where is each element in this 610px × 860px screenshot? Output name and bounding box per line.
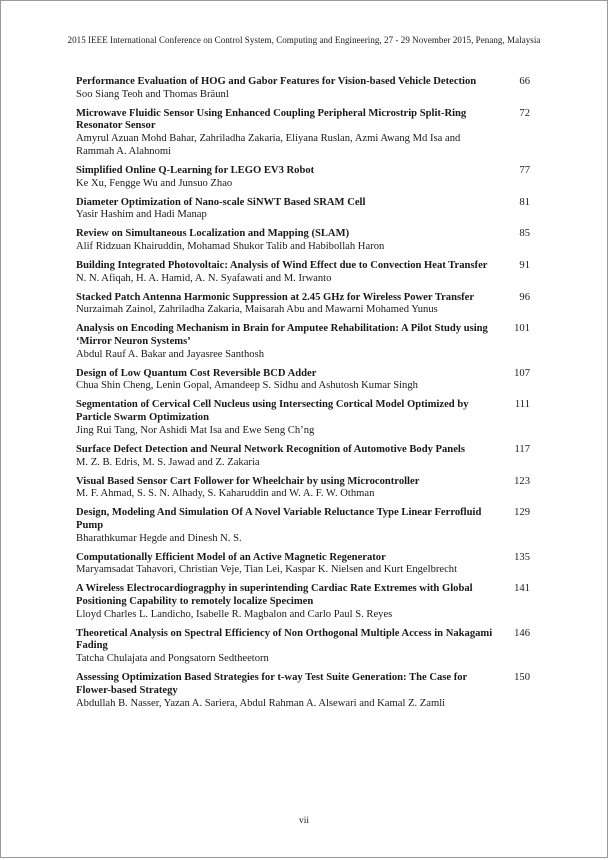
toc-entry[interactable]: [76, 444, 536, 469]
paper-title: Review on Simultaneous Localization and Mapping (SLAM): [76, 228, 350, 240]
toc-entry[interactable]: [76, 399, 536, 437]
paper-authors: Tatcha Chulajata and Pongsatorn Sedtheetorn: [76, 653, 269, 665]
running-header: 2015 IEEE International Conference on Control System, Computing and Engineering, 27 - 29 November 2015, Penang, Malaysia: [67, 35, 541, 45]
paper-title: Theoretical Analysis on Spectral Efficiency of Non Orthogonal Multiple Access in Nakagami Fading: [76, 627, 493, 652]
paper-title: Segmentation of Cervical Cell Nucleus using Intersecting Cortical Model Optimized by Particle Swarm Optimization: [76, 399, 469, 424]
paper-authors: Soo Siang Teoh and Thomas Bräunl: [76, 88, 229, 100]
paper-title: Performance Evaluation of HOG and Gabor Features for Vision-based Vehicle Detection: [76, 76, 477, 87]
page-ref: 150: [514, 672, 530, 684]
paper-authors: N. N. Afiqah, H. A. Hamid, A. N. Syafawati and M. Irwanto: [76, 272, 332, 284]
paper-title: Stacked Patch Antenna Harmonic Suppression at 2.45 GHz for Wireless Power Transfer: [76, 291, 475, 303]
toc-entry[interactable]: [76, 672, 536, 710]
page-ref: 117: [514, 443, 530, 455]
page-ref: 135: [514, 551, 530, 563]
page-ref: 146: [514, 627, 530, 639]
paper-title: Microwave Fluidic Sensor Using Enhanced Coupling Peripheral Microstrip Split-Ring Resonator Sensor: [76, 107, 467, 132]
toc-entry[interactable]: [76, 628, 536, 666]
paper-title: Design, Modeling And Simulation Of A Novel Variable Reluctance Type Linear Ferrofluid Pump: [76, 507, 482, 531]
page-ref: 91: [519, 259, 530, 271]
paper-title: Building Integrated Photovoltaic: Analysis of Wind Effect due to Convection Heat Transfer: [76, 259, 488, 271]
toc-entry[interactable]: [76, 197, 536, 222]
page-ref: 85: [519, 228, 530, 240]
paper-authors: Lloyd Charles L. Landicho, Isabelle R. Magbalon and Carlo Paul S. Reyes: [76, 608, 393, 620]
paper-authors: Jing Rui Tang, Nor Ashidi Mat Isa and Ewe Seng Ch’ng: [76, 424, 315, 436]
page-ref: 96: [519, 291, 530, 303]
paper-authors: M. Z. B. Edris, M. S. Jawad and Z. Zakaria: [76, 456, 260, 468]
toc-entry[interactable]: [76, 165, 536, 190]
paper-authors: Yasir Hashim and Hadi Manap: [76, 209, 207, 221]
page-ref: 141: [514, 583, 530, 595]
paper-authors: Nurzaimah Zainol, Zahriladha Zakaria, Maisarah Abu and Mawarni Mohamed Yunus: [76, 304, 438, 316]
page-ref: 107: [514, 367, 530, 379]
page-ref: 101: [514, 323, 530, 335]
page-ref: 81: [519, 196, 530, 208]
paper-title: Analysis on Encoding Mechanism in Brain for Amputee Rehabilitation: A Pilot Study using ‘Mirror Neuron Systems’: [76, 323, 488, 348]
toc-entry[interactable]: [76, 552, 536, 577]
page-ref: 111: [514, 399, 530, 411]
toc-entry[interactable]: [76, 368, 536, 393]
paper-title: Computationally Efficient Model of an Active Magnetic Regenerator: [76, 551, 386, 563]
paper-authors: Amyrul Azuan Mohd Bahar, Zahriladha Zakaria, Eliyana Ruslan, Azmi Awang Md Isa and Rammah A. Alahnomi: [76, 133, 461, 157]
toc-entry[interactable]: [76, 260, 536, 285]
toc-entry[interactable]: [76, 476, 536, 501]
toc-entry[interactable]: [76, 583, 536, 621]
toc-entry[interactable]: [76, 76, 536, 101]
toc-entry[interactable]: [76, 108, 536, 159]
toc-entry[interactable]: [76, 323, 536, 361]
page-ref: 77: [519, 164, 530, 176]
paper-title: Assessing Optimization Based Strategies for t-way Test Suite Generation: The Case for Flower-based Strategy: [76, 672, 468, 696]
page-ref: 72: [519, 107, 530, 119]
table-of-contents: [76, 76, 536, 710]
page-number: vii: [298, 816, 310, 826]
paper-authors: Abdullah B. Nasser, Yazan A. Sariera, Abdul Rahman A. Alsewari and Kamal Z. Zamli: [76, 697, 446, 709]
paper-authors: Maryamsadat Tahavori, Christian Veje, Tian Lei, Kaspar K. Nielsen and Kurt Engelbrecht: [76, 564, 458, 576]
page-ref: 66: [519, 76, 530, 87]
page-ref: 129: [514, 507, 530, 519]
paper-authors: Alif Ridzuan Khairuddin, Mohamad Shukor Talib and Habibollah Haron: [76, 240, 385, 252]
paper-authors: Abdul Rauf A. Bakar and Jayasree Santhosh: [76, 348, 264, 360]
paper-authors: Chua Shin Cheng, Lenin Gopal, Amandeep S. Sidhu and Ashutosh Kumar Singh: [76, 380, 418, 392]
toc-entry[interactable]: [76, 507, 536, 545]
paper-authors: M. F. Ahmad, S. S. N. Alhady, S. Kaharuddin and W. A. F. W. Othman: [76, 488, 375, 500]
paper-title: Surface Defect Detection and Neural Network Recognition of Automotive Body Panels: [76, 443, 465, 455]
paper-title: Visual Based Sensor Cart Follower for Wheelchair by using Microcontroller: [76, 475, 420, 487]
paper-title: Design of Low Quantum Cost Reversible BCD Adder: [76, 367, 317, 379]
paper-authors: Bharathkumar Hegde and Dinesh N. S.: [76, 532, 242, 544]
toc-entry[interactable]: [76, 292, 536, 317]
paper-title: A Wireless Electrocardiogragphy in superintending Cardiac Rate Extremes with Global Positioning Capability to remotely localize Specimen: [76, 583, 473, 608]
paper-title: Diameter Optimization of Nano-scale SiNWT Based SRAM Cell: [76, 196, 366, 208]
paper-authors: Ke Xu, Fengge Wu and Junsuo Zhao: [76, 177, 233, 189]
toc-entry[interactable]: [76, 228, 536, 253]
paper-title: Simplified Online Q-Learning for LEGO EV3 Robot: [76, 164, 315, 176]
page-ref: 123: [514, 475, 530, 487]
